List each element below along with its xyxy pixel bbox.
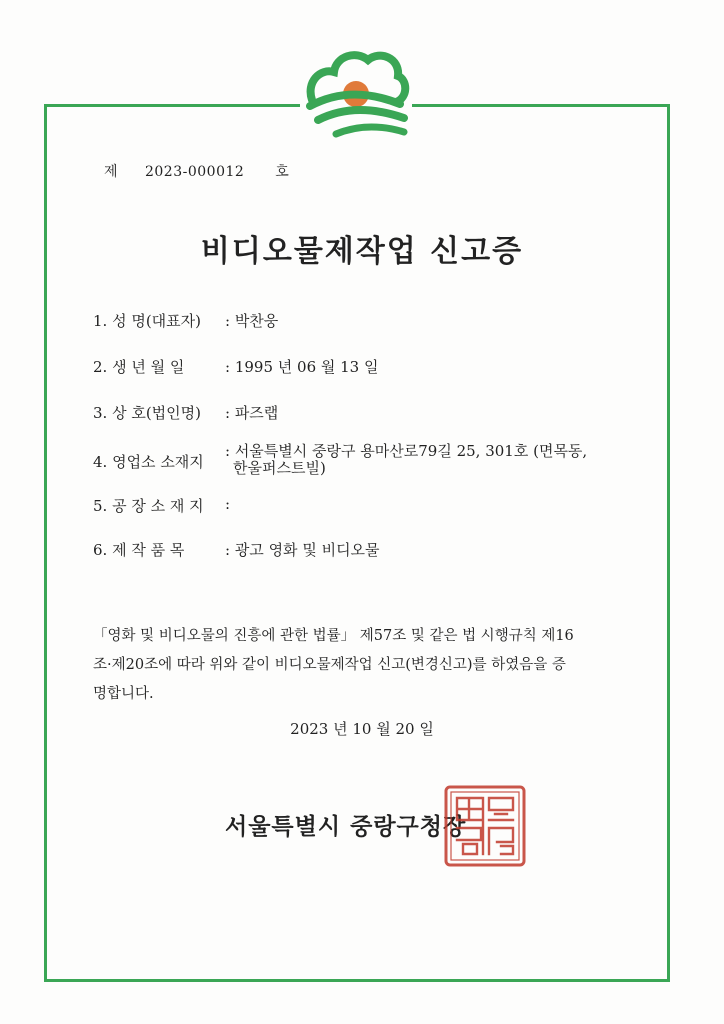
registration-number-value: 2023-000012 bbox=[144, 164, 245, 180]
field-label: 4. 영업소 소재지 bbox=[93, 453, 204, 471]
certification-statement bbox=[93, 622, 633, 709]
field-label: 5. 공 장 소 재 지 bbox=[93, 497, 204, 515]
field-value: : bbox=[225, 495, 231, 513]
registration-suffix: 호 bbox=[275, 164, 290, 180]
field-value bbox=[225, 443, 587, 477]
registration-prefix: 제 bbox=[104, 164, 119, 180]
address-line-2: 한울퍼스트빌) bbox=[233, 459, 326, 477]
document-title: 비디오물제작업 신고증 bbox=[200, 234, 524, 269]
field-label: 1. 성 명(대표자) bbox=[93, 312, 202, 330]
field-birth-date bbox=[93, 356, 378, 377]
field-value: : 박찬웅 bbox=[225, 312, 279, 330]
jungnang-gu-emblem-icon bbox=[300, 42, 412, 142]
statement-line-2: 조·제20조에 따라 위와 같이 비디오물제작업 신고(변경신고)를 하였음을 증 bbox=[93, 657, 566, 673]
field-value: : 광고 영화 및 비디오물 bbox=[225, 541, 380, 559]
issuer-name: 서울특별시 중랑구청장 bbox=[225, 813, 467, 840]
field-label: 2. 생 년 월 일 bbox=[93, 358, 185, 376]
issue-date: 2023 년 10 월 20 일 bbox=[290, 720, 434, 738]
field-label: 6. 제 작 품 목 bbox=[93, 541, 185, 559]
statement-line-1: 「영화 및 비디오물의 진흥에 관한 법률」 제57조 및 같은 법 시행규칙 제16 bbox=[93, 628, 574, 644]
field-production-items bbox=[93, 539, 380, 560]
statement-line-3: 명합니다. bbox=[93, 686, 154, 702]
field-company-name bbox=[93, 402, 278, 423]
official-red-seal-icon bbox=[443, 784, 527, 868]
registration-number bbox=[104, 161, 289, 181]
address-line-1: : 서울특별시 중랑구 용마산로79길 25, 301호 (면목동, bbox=[225, 442, 588, 460]
field-value: : 1995 년 06 월 13 일 bbox=[225, 358, 379, 376]
field-factory-address bbox=[93, 495, 230, 516]
field-value: : 파즈랩 bbox=[225, 404, 279, 422]
field-representative bbox=[93, 310, 278, 331]
field-label: 3. 상 호(법인명) bbox=[93, 404, 202, 422]
field-business-address bbox=[93, 443, 587, 477]
